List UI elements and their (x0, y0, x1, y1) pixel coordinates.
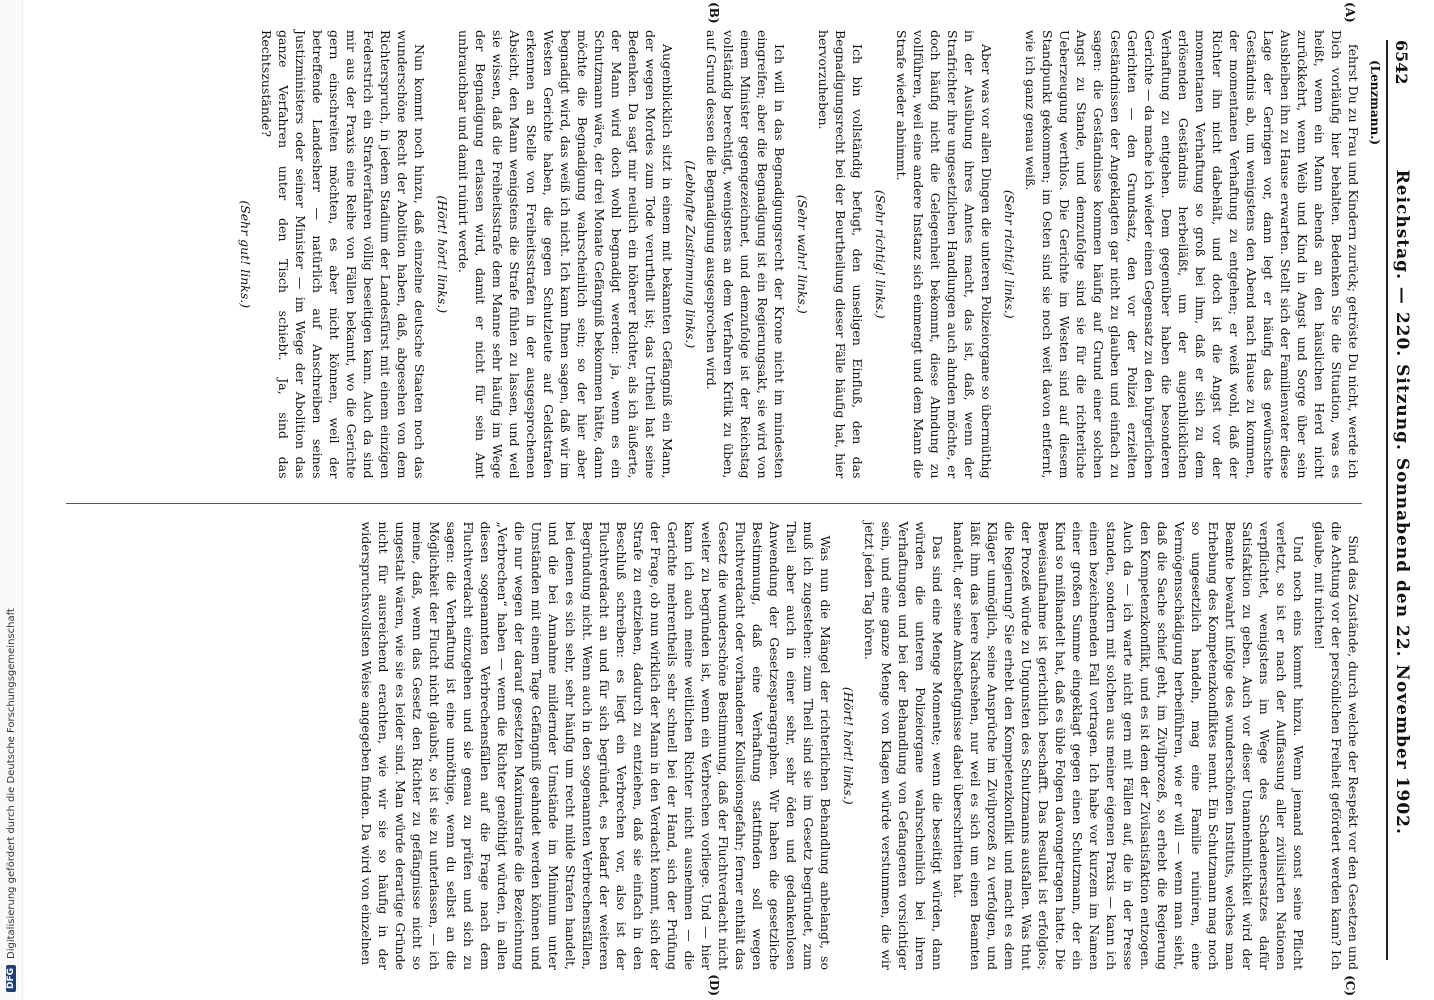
text-columns (66, 2, 1362, 996)
dfg-logo: DFG (6, 965, 16, 992)
paragraph: Was nun die Mängel der richterlichen Behandlung anbelangt, so muß ich zugestehen: zum Theil sind sie im Gesetz begründet, zum Theil aber auch in einer sehr, sehr öden und gedankenlosen Anwendung der Gesetzesparagraphen. Wir haben die gesetzliche Bestimmung, daß eine Verhaftung stattfinden soll wegen Fluchtverdacht oder vorhandener Kollusionsgefahr; ferner enthält das Gesetz die wunderschöne Bestimmung, daß der Fluchtverdacht nicht weiter zu begründen ist, wenn ein Verbrechen vorliege. Und — hier kann ich auch meine weitlichen Richter nicht ausnehmen — die Gerichte mehrentheils sehr schnell bei der Hand, sich der Prüfung der Frage, ob nun wirklich der Mann in den Verdacht kommt, sich der Strafe zu entziehen, dadurch zu entziehen, daß sie einfach in den Beschluß schreiben: es liegt ein Verbrechen vor, also ist der Fluchtverdacht an und für sich begründet, es bedarf der weiteren Begründung nicht. Wenn auch in den sogenannten Verbrechensfällen, bei denen es sich sehr, sehr häufig um recht milde Strafen handelt, und die bei Annahme mildernder Umstände im Minimum unter Umständen mit einem Tage Gefängniß geahndet werden können und die nur wegen der darauf gesetzten Maximalstrafe die Bezeichnung „Verbrechen“ haben — wenn die Richter genöthigt würden, in allen diesen sogenannten Verbrechensfällen auf die Frage nach dem Fluchtverdacht einzugehen und sie genau zu prüfen und sich zu sagen: die Verhaftung ist eine unnöthige, wenn du selbst an die Möglichkeit der Flucht nicht glaubst, so ist sie zu unterlassen, — ich meine, daß, wenn das Gesetz den Richter zu gefängnisse nicht so ungestalt wären, wie sie es leider sind. Man würde derartige Gründe nicht für ausreichend erachten, wie wir sie so häufig in der widerspruchsvollsten Weise angegeben finden. Da wird von einzelnen (359, 521, 833, 970)
margin-marker-d: (D) (707, 974, 721, 996)
paragraph: Nun kommt noch hinzu, daß einzelne deutsche Staaten noch das wunderschöne Recht der Abolition haben, daß, abgesehen von dem Richterspruch, in jedem Stadium der Landesfürst mit einem einzigen Federstrich ein Strafverfahren völlig beseitigen kann. Auch da sind mir aus der Praxis eine Reihe von Fällen bekannt, wo die Gerichte gern einschreiten möchten, es aber nicht können, weil der betreffende Landesherr — natürlich auf Anschreiben seines Justizministers oder seiner Minister — im Wege der Abolition das ganze Verfahren unter den Tisch schiebt. Ja, sind das Rechtszustände? (259, 30, 427, 479)
paragraph: Ich bin vollständig befugt, den unseligen Einfluß, den das Begnadigungsrecht bei der Beurtheilung dieser Fälle häufig hat, hier hervorzuheben. (816, 30, 865, 479)
page-header (1386, 40, 1416, 960)
page-title: Reichstag. — 220. Sitzung. Sonnabend den 22. November 1902. (1392, 169, 1412, 835)
digitization-note (0, 0, 23, 1000)
paragraph: Aber was vor allen Dingen die unteren Polizeiorgane so übermüthig in der Ausübung ihres Amtes macht, das ist, daß, wenn der Strafrichter ihre ungesetzlichen Handlungen auch ahnden möchte, er doch häufig nicht die Gelegenheit bekommt, diese Ahndung zu vollführen, weil eine andere Instanz sich einmengt und dem Mann die Strafe wieder abnimmt. (894, 30, 994, 479)
paragraph: Das sind eine Menge Momente; wenn die beseitigt würden, dann würden die unteren Polizeiorgane wahrscheinlich bei ihren Verhaftungen und bei der Behandlung von Gefangenen vorsichtiger sein, und eine ganze Menge von Klagen würde verstummen, die wir jetzt jeden Tag hören. (862, 521, 945, 970)
interjection: (Lebhafte Zustimmung links.) (683, 160, 698, 349)
paragraph: fehrst Du zu Frau und Kindern zurück; getröste Du nicht, werde ich Dich vorläufig hier behalten. Bedenken Sie die Situation, was es heißt, wenn ein Mann abends an den häuslichen Herd nicht zurückkehrt, wenn Weib und Kind in Angst und Sorge über sein Ausbleiben ihn zu Hause erwarten. Stellt sich der Familienvater diese Lage der Geringen vor, dann legt er häufig das gewünschte Geständnis ab, um wenigstens den Abend nach Hause zu kommen, der momentanen Verhaftung zu entgehen; er weiß wohl, daß der Richter ihn nicht dabehält, und doch ist die Angst vor der momentanen Verhaftung so groß bei ihm, daß er sich zu dem erlösenden Geständnis herbeiläßt, um der augenblicklichen Verhaftung zu entgehen. Dem gegenüber haben die besonderen Gerichte — da mache ich wieder einen Gegensatz zu den bürgerlichen Gerichten — den Grundsatz, den vor der Polizei erzielten Geständnissen der Angeklagten gar nicht zu glauben und einfach zu sagen: die Geständnisse kommen häufig auf Grund einer solchen Angst zu Stande, und demzufolge sind sie für die richterliche Ueberzeugung werthlos. Die Gerichte im Westen sind auf diesem Standpunkt gekommen; im Osten sind sie noch weit davon entfernt, wie ich ganz genau weiß. (1023, 30, 1361, 479)
digitization-note-text: Digitalisierung gefördert durch die Deutsche Forschungsgemeinschaft (5, 608, 17, 959)
margin-marker-a: (A) (1343, 2, 1357, 23)
paragraph: Und noch eins kommt hinzu. Wenn jemand sonst seine Pflicht verletzt, so ist er nach der Auffassung aller zivilisirten Nationen verpflichtet, wenigstens im Wege des Schadenersatzes dafür Satisfaktion zu geben. Auch vor dieser Unannehmlichkeit wird der Beamte bewahrt infolge des wunderschönen Instituts, welches man Erhebung des Kompetenzkonfliktes nennt. Ein Schutzmann mag noch so ungesetzlich handeln, mag eine Familie ruiniren, eine Vermögensschädigung herbeiführen, wie er will — wenn man sieht, daß die Sache schief geht, im Zivilprozeß, so erhebt die Regierung den Kompetenzkonflikt, und es ist dem der Zivilsatisfaktion entzogen. Auch da — ich warte nicht gern mit Fällen auf, die in der Presse standen, sondern mit solchen aus meiner eigenen Praxis — kann ich einen bezeichnenden Fall vortragen. Ich habe vor kurzem im Namen einer großen Summe eingeklagt gegen einen Schutzmann, der ein Kind so mißhandelt hat, daß es üble Folgen davongetragen hatte. Die Beweisaufnahme ist gerichtlich beschafft. Das Resultat ist erfolglos; der Prozeß würde zu Ungunsten des Schutzmanns ausfallen. Was thut die Regierung? Sie erhebt den Kompetenzkonflikt und macht es dem Kläger unmöglich, seine Ansprüche im Zivilprozeß zu verfolgen, und läßt ihm das leere Nachsehen, nur weil es sich um einen Beamten handelt, der seine Amtsbefugnisse dabei überschritten hat. (951, 521, 1306, 970)
speaker-name: (Lenzmann.) (1368, 60, 1382, 146)
scanned-page (26, 0, 1434, 1000)
interjection: (Hört! hört! links.) (435, 195, 450, 314)
interjection: (Sehr richtig! links.) (1002, 189, 1017, 319)
page-number: 6542 (1392, 40, 1412, 85)
paragraph: Ich will in das Begnadigungsrecht der Krone nicht im mindesten eingreifen; aber die Begnadigung ist ein Regierungsakt, sie wird von einem Minister gegengezeichnet, und demzufolge ist der Reichstag vollständig berechtigt, wenigstens an dem Verfahren Kritik zu üben, auf Grund dessen die Begnadigung ausgesprochen wird. (704, 30, 787, 479)
interjection: (Sehr richtig! links.) (873, 189, 888, 319)
paragraph: Sind das Zustände, durch welche der Respekt vor den Gesetzen und die Achtung vor der persönlichen Freiheit gefördert werden kann? Ich glaube, mit nichten! (1312, 521, 1361, 970)
paragraph: Augenblicklich sitzt in einem mit bekannten Gefängniß ein Mann, der wegen Mordes zum Tode verurtheilt ist; das Urtheil hat seine Bedenken. Da sagt mir neulich ein höherer Richter, als ich äußerte, der Mann wird doch wohl begnadigt werden: ja, wenn es ein Schutzmann wäre, der drei Monate Gefängniß bekommen hätte, dann möchte die Begnadigung wahrscheinlich sein; so der hier aber begnadigt wird, das weiß ich nicht. Ich kann Ihnen sagen, daß wir im Westen Gerichte haben, die gegen Schutzleute auf Geldstrafen erkennen an Stelle von Freiheitsstrafen in der ausgesprochenen Absicht, den Mann wenigstens die Strafe fühlen zu lassen, und weil sie wissen, daß die Freiheitsstrafe dem Manne sehr häufig im Wege der Begnadigung erlassen wird, damit er nicht für sein Amt unbrauchbar und damit ruinirt werde. (456, 30, 675, 479)
margin-marker-b: (B) (707, 2, 721, 24)
page-content-upside-down (26, 0, 1434, 1000)
right-column (66, 503, 1362, 996)
interjection: (Sehr gut! links.) (238, 200, 253, 309)
interjection: (Hört! hört! links.) (841, 686, 856, 805)
interjection: (Sehr wahr! links.) (795, 194, 810, 314)
left-column (66, 2, 1362, 479)
margin-marker-c: (C) (1343, 975, 1357, 996)
